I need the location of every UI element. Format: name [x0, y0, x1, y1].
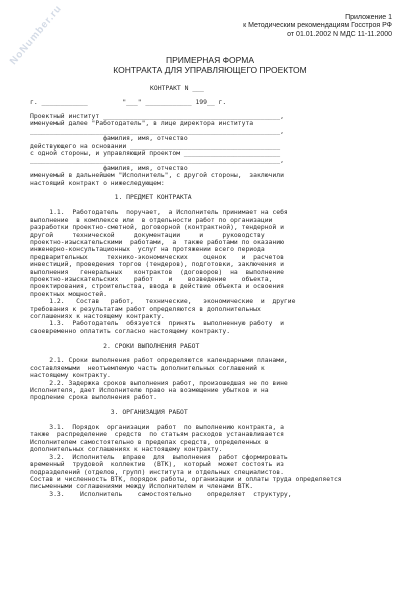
body-line: составляемыми неотъемлемую часть дополнительных соглашений к: [30, 363, 265, 372]
body-line: проектно-изыскательских работ и возведение объекта,: [30, 274, 273, 283]
body-line: инвестиций, проведения торгов (тендеров), подготовки, заключения и: [30, 260, 284, 269]
body-line: продление срока выполнения работ.: [30, 393, 157, 402]
body-line: 3.3. Исполнитель самостоятельно определяет структуру,: [30, 489, 292, 498]
appendix-line: от 01.01.2002 N МДС 11-11.2000: [287, 30, 392, 38]
appendix-line: Приложение 1: [345, 14, 392, 21]
body-line: 2.2. Задержка сроков выполнения работ, произошедшая не по вине: [30, 378, 288, 387]
body-line: подразделений (отделов, групп) института и отдельных специалистов.: [30, 467, 284, 476]
body-line: разработки проектно-сметной, договорной (контрактной), тендерной и: [30, 223, 284, 232]
body-line: Состав и численность ВТК, порядок работы, организации и оплаты труда определяется: [30, 474, 342, 483]
body-line: действующего на основании _______________________________________: [30, 141, 281, 150]
body-line: Проектный институт ______________________________________________,: [30, 112, 284, 120]
body-line: выполнения генеральных контрактов (договоров) на выполнение: [30, 267, 284, 276]
body-line: дополнительных соглашениях к настоящему контракту.: [30, 445, 223, 454]
body-line: настоящий контракт о нижеследующем:: [30, 178, 165, 187]
document-title: [0, 55, 420, 75]
body-line: Исполнителем самостоятельно в пределах средств, определенных в: [30, 437, 269, 446]
body-line: Исполнителя, дает Исполнителю право на возмещение убытков и на: [30, 386, 269, 395]
body-line: с одной стороны, и управляющий проектом _________________________: [30, 149, 281, 158]
appendix-note: [243, 14, 392, 39]
body-line: своевременно оплатить согласно настоящему контракту.: [30, 326, 231, 335]
body-line: настоящему контракту.: [30, 371, 111, 380]
body-line: _________________________________________________________________,: [30, 156, 284, 165]
watermark: NoNumber.ru: [8, 3, 65, 68]
title-line: ПРИМЕРНАЯ ФОРМА: [165, 55, 254, 65]
body-line: 1.3. Работодатель обязуется принять выполненную работу и: [30, 319, 284, 328]
body-line: фамилия, имя, отчество: [30, 134, 188, 143]
body-line: также распределение средств по статьям расходов устанавливается: [30, 430, 284, 439]
body-line: 3.2. Исполнитель вправе для выполнения работ сформировать: [30, 452, 288, 461]
body-line: 1.2. Состав работ, технические, экономические и другие: [30, 297, 296, 306]
body-line: проектных мощностей.: [30, 289, 107, 298]
body-line: фамилия, имя, отчество: [30, 163, 188, 172]
body-line: временный трудовой коллектив (ВТК), который может состоять из: [30, 460, 284, 469]
city-date-line: г. ____________ "___" ____________ 199__ г.: [30, 98, 227, 106]
contract-number: КОНТРАКТ N ___: [150, 84, 204, 92]
body-line: 2.1. Сроки выполнения работ определяются календарными планами,: [30, 356, 288, 365]
body-line: письменными соглашениями между Исполнителем и членами ВТК.: [30, 482, 254, 491]
body-line: 1. ПРЕДМЕТ КОНТРАКТА: [30, 193, 192, 202]
body-line: проектно-изыскательскими работами, а также работами по оказанию: [30, 237, 284, 246]
body-line: выполнение в комплексе или в отдельности работ по организации: [30, 215, 273, 224]
body-line: 2. СРОКИ ВЫПОЛНЕНИЯ РАБОТ: [30, 341, 200, 350]
body-line: именуемый в дальнейшем "Исполнитель", с другой стороны, заключили: [30, 171, 284, 180]
body-line: _________________________________________________________________,: [30, 126, 284, 135]
title-line: КОНТРАКТА ДЛЯ УПРАВЛЯЮЩЕГО ПРОЕКТОМ: [113, 65, 307, 75]
body-line: инженерно-консультационных услуг на протяжении всего периода: [30, 245, 265, 254]
body-line: 1.1. Работодатель поручает, а Исполнитель принимает на себя: [30, 208, 288, 217]
appendix-line: к Методическим рекомендациям Госстроя РФ: [243, 22, 392, 30]
body-line: проектирования, строительства, ввода в действие объекта и освоения: [30, 282, 284, 291]
body-line: именуемый далее "Работодатель", в лице директора института: [30, 119, 254, 128]
body-line: предварительных технико-экономических оценок и расчетов: [30, 252, 284, 261]
body-line: 3. ОРГАНИЗАЦИЯ РАБОТ: [30, 408, 188, 417]
body-line: другой технической документации и руководству: [30, 230, 265, 239]
contract-body: [30, 113, 342, 498]
body-line: 3.1. Порядок организации работ по выполнению контракта, а: [30, 423, 284, 432]
body-line: соглашениях к настоящему контракту.: [30, 311, 165, 320]
body-line: требования к результатам работ определяются в дополнительных: [30, 304, 261, 313]
